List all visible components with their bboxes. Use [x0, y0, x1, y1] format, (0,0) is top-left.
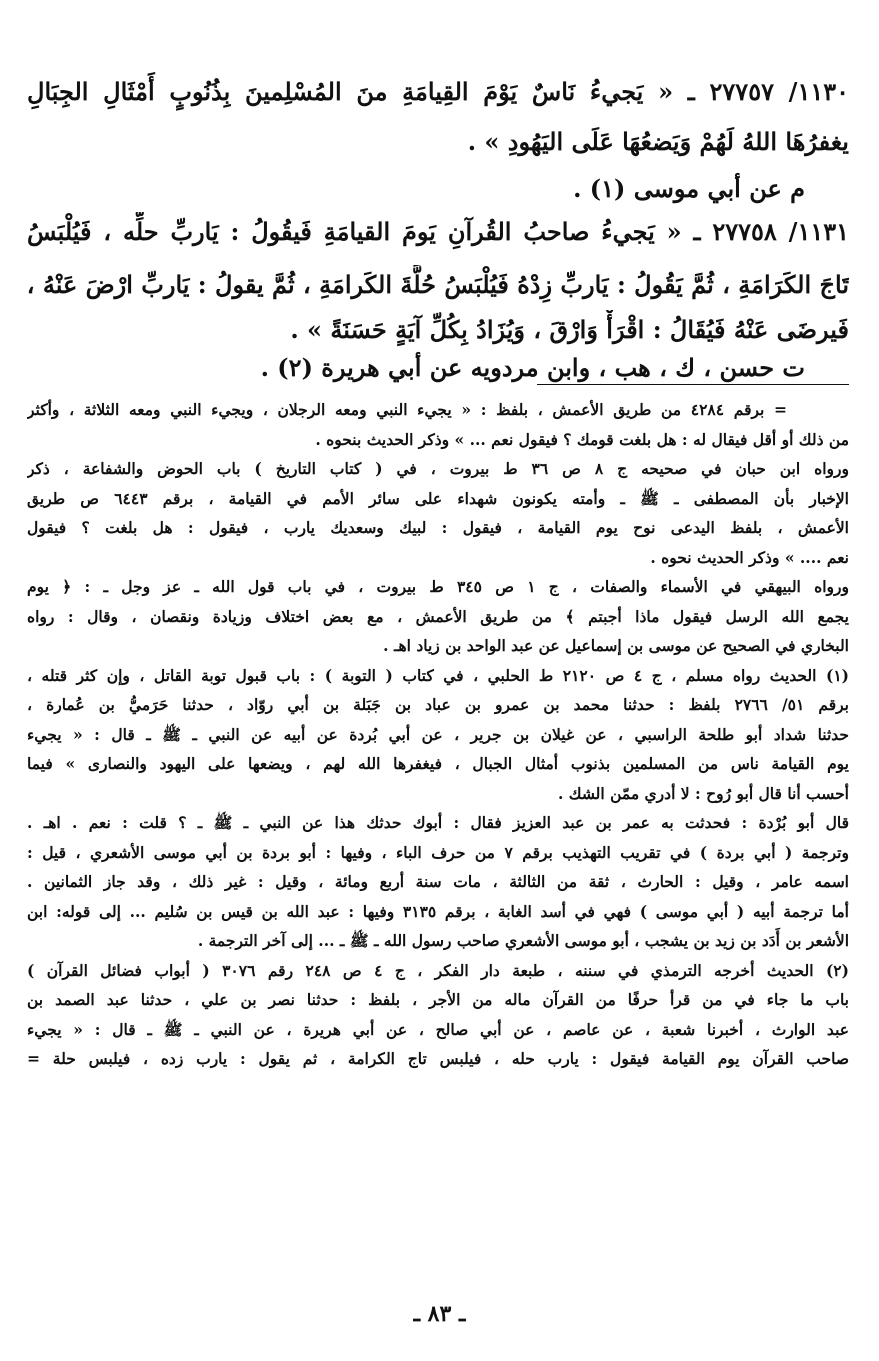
footnote-line: = برقم ٤٢٨٤ من طريق الأعمش ، بلفظ : « يجيء النبي ومعه الرجلان ، ويجيء النبي ومعه الثلاثة ، وأكثر: [27, 400, 787, 419]
footnote-1-line: (١) الحديث رواه مسلم ، ج ٤ ص ٢١٢٠ ط الحلبي ، في كتاب ( التوبة ) : باب قبول توبة القاتل ، وإن كثر قتله ،: [27, 666, 849, 685]
hadith-1131-line-3: فَيرضَى عَنْهُ فَيُقَالُ : اقْرَأْ وَارْقَ ، وَيُزَادُ بِكُلِّ آيَةٍ حَسَنَةً » .: [290, 315, 849, 344]
footnote-line: البخاري في الصحيح عن موسى بن إسماعيل عن عبد الواحد بن زياد اهـ .: [383, 636, 849, 655]
footnote-1-line: أحسب أنا قال أبو رُوح : لا أدري ممّن الشك .: [557, 784, 849, 803]
footnote-line: الأعمش ، بلفظ اليدعى نوح يوم القيامة ، فيقول : لبيك وسعديك يارب ، فيقول : هل بلغت ؟ فيقول: [27, 518, 849, 537]
footnote-2-line: عبد الوارث ، أخبرنا شعبة ، عن عاصم ، عن أبي صالح ، عن أبي هريرة ، عن النبي ـ ﷺ ـ قال : « يجيء: [27, 1020, 849, 1039]
footnote-1-line: أما ترجمة أبيه ( أبي موسى ) فهي في أسد الغابة ، برقم ٣١٣٥ وفيها : عبد الله بن قيس بن سُليم ... إلى قوله: ابن: [27, 902, 849, 921]
footnote-separator: [537, 384, 849, 385]
page-number: ـ ٨٣ ـ: [413, 1301, 466, 1327]
footnote-1-line: اسمه عامر ، وقيل : الحارث ، ثقة من الثالثة ، مات سنة أربع ومائة ، وقيل : غير ذلك ، وقد جاز الثمانين .: [27, 872, 849, 891]
hadith-1130-line-1: ١١٣٠/ ٢٧٧٥٧ ـ « يَجيءُ نَاسٌ يَوْمَ القِيامَةِ منَ المُسْلِمينَ بِذُنُوبٍ أَمْثَالِ الجِبَالِ: [27, 77, 849, 106]
footnote-line: يجمع الله الرسل فيقول ماذا أجبتم ﴾ من طريق الأعمش ، مع بعض اختلاف وزيادة ونقصان ، وقال : رواه: [27, 607, 849, 626]
footnote-line: ورواه ابن حبان في صحيحه ج ٨ ص ٣٦ ط بيروت ، في ( كتاب التاريخ ) باب الحوض والشفاعة ، ذكر: [27, 459, 849, 478]
hadith-1131-line-2: تَاجَ الكَرَامَةِ ، ثُمَّ يَقُولُ : يَاربِّ زِدْهُ فَيُلْبَسُ حُلَّةَ الكَرامَةِ ، ثُمَّ يقولُ : يَاربِّ ارْضَ عَنْهُ ،: [27, 270, 849, 299]
footnote-line: نعم .... » وذكر الحديث نحوه .: [650, 548, 849, 567]
footnote-1-line: يوم القيامة ناس من المسلمين بذنوب أمثال الجبال ، فيغفرها الله لهم ، ويضعها على اليهود والنصارى » فيما: [27, 754, 849, 773]
footnote-2-line: باب ما جاء في من قرأ حرفًا من القرآن ماله من الأجر ، بلفظ : حدثنا نصر بن علي ، حدثنا عبد الصمد بن: [27, 990, 849, 1009]
hadith-1131-source: ت حسن ، ك ، هب ، وابن مردويه عن أبي هريرة (٢) .: [260, 353, 805, 382]
hadith-1130-source: م عن أبي موسى (١) .: [573, 174, 805, 203]
footnote-line: الإخبار بأن المصطفى ـ ﷺ ـ وأمته يكونون شهداء على سائر الأمم في القيامة ، برقم ٦٤٤٣ ص طريق: [27, 489, 849, 508]
footnote-line: ورواه البيهقي في الأسماء والصفات ، ج ١ ص ٣٤٥ ط بيروت ، في باب قول الله ـ عز وجل ـ : ﴿ يوم: [27, 577, 849, 596]
footnote-1-line: وترجمة ( أبي بردة ) في تقريب التهذيب برقم ٧ من حرف الباء ، وفيها : أبو بردة بن أبي موسى الأشعري ، قيل :: [27, 843, 849, 862]
footnote-1-line: الأشعر بن أَدَد بن زيد بن يشجب ، أبو موسى الأشعري صاحب رسول الله ـ ﷺ ـ ... إلى آخر الترجمة .: [197, 931, 849, 950]
footnote-line: من ذلك أو أقل فيقال له : هل بلغت قومك ؟ فيقول نعم ... » وذكر الحديث بنحوه .: [315, 430, 849, 449]
footnote-1-line: برقم ٥١/ ٢٧٦٦ بلفظ : حدثنا محمد بن عمرو بن عباد بن جَبَلة بن أبي روّاد ، حدثنا حَرَميُّ بن عُمارة ،: [27, 695, 849, 714]
footnote-1-line: حدثنا شداد أبو طلحة الراسبي ، عن غيلان بن جرير ، عن أبي بُردة عن أبيه عن النبي ـ ﷺ ـ قال : « يجيء: [27, 725, 849, 744]
hadith-1130-line-2: يغفرُهَا اللهُ لَهُمْ وَيَضعُهَا عَلَى اليَهُودِ » .: [467, 127, 849, 156]
footnote-2-line: صاحب القرآن يوم القيامة فيقول : يارب حله ، فيلبس تاج الكرامة ، ثم يقول : يارب زده ، فيلبس حلة =: [27, 1049, 849, 1068]
footnote-1-line: قال أبو بُرْدة : فحدثت به عمر بن عبد العزيز فقال : أبوك حدثك هذا عن النبي ـ ﷺ ـ ؟ قلت : نعم . اهـ .: [27, 813, 849, 832]
hadith-1131-line-1: ١١٣١/ ٢٧٧٥٨ ـ « يَجيءُ صاحبُ القُرآنِ يَومَ القيامَةِ فَيقُولُ : يَاربِّ حلِّه ، فَيُلْبَسُ: [27, 217, 849, 246]
footnote-2-line: (٢) الحديث أخرجه الترمذي في سننه ، طبعة دار الفكر ، ج ٤ ص ٢٤٨ رقم ٣٠٧٦ ( أبواب فضائل القرآن ): [27, 961, 849, 980]
